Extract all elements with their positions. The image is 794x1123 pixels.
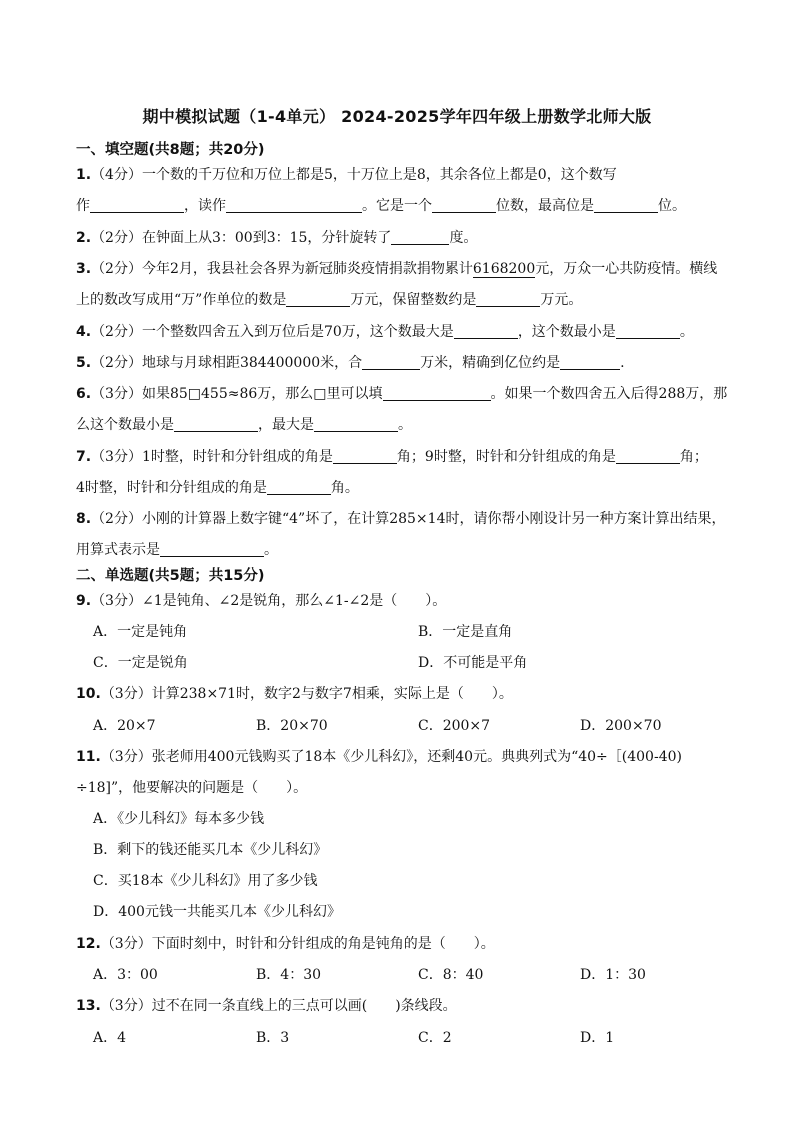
question-2	[76, 228, 477, 248]
question-number: 12.	[76, 936, 101, 952]
question-text: 小刚的计算器上数字键“4”坏了，在计算285×14时，请你帮小刚设计另一种方案计算出结果，	[141, 511, 726, 527]
question-7-line-2	[76, 478, 359, 498]
answer-blank[interactable]	[432, 197, 496, 213]
question-9	[76, 591, 446, 611]
answer-blank[interactable]	[383, 385, 491, 401]
question-1	[76, 165, 617, 185]
answer-blank[interactable]	[560, 354, 620, 370]
section-single-choice-heading: 二、单选题(共5题；共15分)	[76, 568, 265, 584]
question-13	[76, 996, 457, 1016]
question-points: （2分）	[91, 511, 142, 527]
option-b[interactable]: B．剩下的钱还能买几本《少儿科幻》	[93, 842, 328, 858]
question-6-line-2	[76, 415, 412, 435]
question-text: 1时整，时针和分针组成的角是	[141, 449, 333, 465]
answer-blank[interactable]	[391, 229, 449, 245]
option-b[interactable]: B．4：30	[256, 967, 322, 983]
question-points: （2分）	[91, 324, 142, 340]
answer-blank[interactable]	[594, 197, 658, 213]
question-text: 位。	[658, 198, 686, 214]
question-12	[76, 934, 495, 954]
answer-blank[interactable]	[267, 479, 331, 495]
question-5	[76, 353, 625, 373]
answer-blank[interactable]	[454, 323, 518, 339]
question-number: 3.	[76, 261, 92, 277]
option-d[interactable]: D．400元钱一共能买几本《少儿科幻》	[93, 904, 341, 920]
option-a[interactable]: A．4	[93, 1030, 127, 1046]
option-a[interactable]: A．《少儿科幻》每本多少钱	[93, 811, 265, 827]
option-b[interactable]: B．20×70	[256, 718, 328, 734]
question-number: 11.	[76, 749, 101, 765]
question-text: 。它是一个	[362, 198, 432, 214]
question-text: 位数，最高位是	[496, 198, 594, 214]
question-text: 角；9时整，时针和分针组成的角是	[396, 449, 616, 465]
question-7	[76, 447, 708, 467]
option-c[interactable]: C．8：40	[418, 967, 484, 983]
question-text: 元，万众一心共防疫情。横线	[535, 261, 718, 277]
question-text: 。	[264, 542, 278, 558]
answer-blank[interactable]	[476, 291, 540, 307]
option-d[interactable]: D．1	[580, 1030, 615, 1046]
question-text: 万元，保留整数约是	[350, 292, 477, 308]
question-text: 如果85□455≈86万，那么□里可以填	[141, 386, 383, 402]
question-6	[76, 384, 727, 404]
question-text: 4时整，时针和分针组成的角是	[76, 480, 267, 496]
question-8	[76, 509, 725, 529]
question-number: 6.	[76, 386, 92, 402]
question-text: 计算238×71时，数字2与数字7相乘，实际上是（ ）。	[151, 686, 513, 702]
question-text: 。	[398, 417, 412, 433]
question-text: ∠1是钝角、∠2是锐角，那么∠1-∠2是（ ）。	[141, 593, 447, 609]
question-text: 度。	[449, 230, 478, 246]
option-d[interactable]: D．不可能是平角	[418, 655, 528, 671]
answer-blank[interactable]	[314, 416, 398, 432]
answer-blank[interactable]	[174, 416, 258, 432]
question-text: 。如果一个数四舍五入后得288万，那	[490, 386, 728, 402]
answer-blank[interactable]	[160, 541, 264, 557]
question-10	[76, 684, 513, 704]
question-text: 。	[679, 324, 694, 340]
option-d[interactable]: D．200×70	[580, 718, 662, 734]
question-text: 今年2月，我县社会各界为新冠肺炎疫情捐款捐物累计	[141, 261, 473, 277]
question-text: 在钟面上从3：00到3：15，分针旋转了	[141, 230, 392, 246]
option-c[interactable]: C．200×7	[418, 718, 491, 734]
question-text: 过不在同一条直线上的三点可以画( )条线段。	[151, 998, 457, 1014]
question-text: 角；	[679, 449, 708, 465]
question-text: 张老师用400元钱购买了18本《少儿科幻》，还剩40元。典典列式为“40÷［(400-40)	[151, 749, 682, 765]
question-4	[76, 322, 694, 342]
page-title: 期中模拟试题（1-4单元） 2024-2025学年四年级上册数学北师大版	[142, 107, 652, 126]
question-text: ，最大是	[258, 417, 314, 433]
question-11-line-2: ÷18]”，他要解决的问题是（ ）。	[76, 780, 308, 796]
question-number: 7.	[76, 449, 92, 465]
question-number: 13.	[76, 998, 101, 1014]
question-text: 万米，精确到亿位约是	[420, 355, 561, 371]
question-text: 作	[76, 198, 90, 214]
section-fill-blank-heading: 一、填空题(共8题；共20分)	[76, 142, 265, 158]
question-text: .	[620, 355, 625, 371]
answer-blank[interactable]	[226, 197, 362, 213]
answer-blank[interactable]	[616, 323, 680, 339]
question-points: （3分）	[91, 386, 142, 402]
option-c[interactable]: C．2	[418, 1030, 452, 1046]
question-text: 万元。	[540, 292, 583, 308]
question-points: （2分）	[91, 355, 142, 371]
question-points: （3分）	[100, 749, 152, 765]
question-11	[76, 747, 682, 767]
question-text: 一个整数四舍五入到万位后是70万，这个数最大是	[141, 324, 454, 340]
question-number: 2.	[76, 230, 92, 246]
question-text: 么这个数最小是	[76, 417, 174, 433]
question-points: （3分）	[91, 449, 142, 465]
question-text: 用算式表示是	[76, 542, 160, 558]
answer-blank[interactable]	[362, 354, 420, 370]
question-number: 8.	[76, 511, 92, 527]
option-a[interactable]: A．一定是钝角	[93, 624, 188, 640]
question-points: （3分）	[100, 686, 152, 702]
question-8-line-2	[76, 540, 278, 560]
question-number: 10.	[76, 686, 101, 702]
question-text: 角。	[330, 480, 359, 496]
question-number: 4.	[76, 324, 92, 340]
option-c[interactable]: C．买18本《少儿科幻》用了多少钱	[93, 873, 318, 889]
answer-blank[interactable]	[616, 448, 680, 464]
question-points: （2分）	[91, 230, 142, 246]
answer-blank[interactable]	[90, 197, 184, 213]
question-points: （3分）	[91, 593, 142, 609]
option-c[interactable]: C．一定是锐角	[93, 655, 188, 671]
question-number: 9.	[76, 593, 92, 609]
option-a[interactable]: A．20×7	[93, 718, 156, 734]
question-points: （3分）	[100, 998, 152, 1014]
question-points: （2分）	[91, 261, 142, 277]
question-text: ，读作	[184, 198, 226, 214]
option-b[interactable]: B．一定是直角	[418, 624, 513, 640]
answer-blank[interactable]	[333, 448, 397, 464]
question-text: 上的数改写成用“万”作单位的数是	[76, 292, 287, 308]
question-points: （3分）	[100, 936, 152, 952]
underlined-number: 6168200	[472, 261, 536, 277]
option-b[interactable]: B．3	[256, 1030, 290, 1046]
question-3-line-2	[76, 290, 582, 310]
question-number: 1.	[76, 167, 92, 183]
answer-blank[interactable]	[286, 291, 350, 307]
option-d[interactable]: D．1：30	[580, 967, 646, 983]
question-text: 下面时刻中，时针和分针组成的角是钝角的是（ ）。	[151, 936, 495, 952]
option-a[interactable]: A．3：00	[93, 967, 158, 983]
question-3	[76, 259, 717, 279]
question-1-line-2	[76, 196, 686, 216]
question-number: 5.	[76, 355, 92, 371]
question-text: 一个数的千万位和万位上都是5，十万位上是8，其余各位上都是0，这个数写	[141, 167, 617, 183]
question-text: ，这个数最小是	[517, 324, 616, 340]
question-points: （4分）	[91, 167, 142, 183]
question-text: 地球与月球相距384400000米，合	[141, 355, 363, 371]
